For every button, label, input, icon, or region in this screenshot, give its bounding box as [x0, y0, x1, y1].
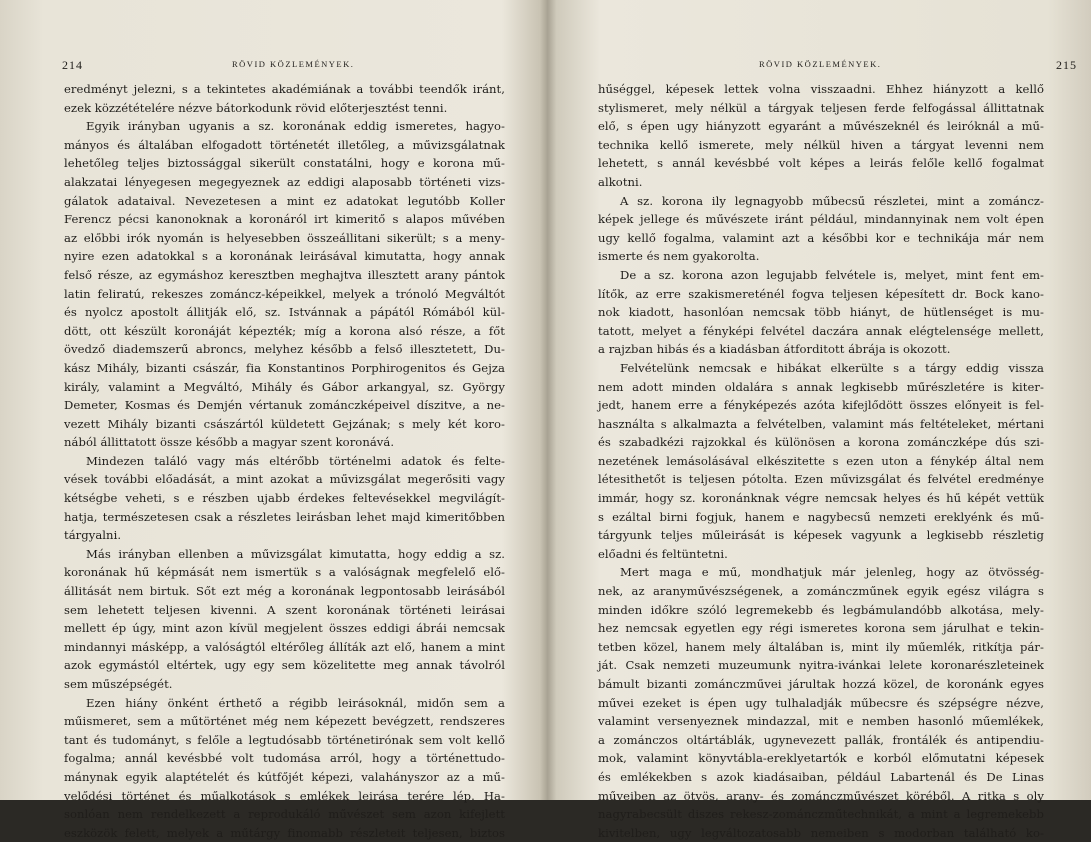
text-line: mok, valamint könyvtábla-ereklyetartók e korból előmutatni képesek	[598, 751, 1044, 766]
text-line: Más irányban ellenben a művizsgálat kimutatta, hogy eddig a sz.	[86, 546, 505, 561]
text-line: alakzatai lényegesen megegyeznek az eddigi alaposabb történeti vizs-	[64, 174, 505, 189]
text-line: lehetett, s annál kevésbbé volt képes a leirás felőle kellő fogalmat	[598, 156, 1044, 171]
text-line: azok egymástól eltértek, ugy egy sem közelitette meg annak távolról	[64, 658, 505, 673]
text-line: minden időkre szóló legremekebb és legbámulandóbb alkotása, mely-	[598, 602, 1044, 617]
text-line: nából állittatott össze később a magyar szent koronává.	[64, 435, 395, 450]
text-line: előadni és feltüntetni.	[598, 546, 728, 561]
text-line: állitását nem birtuk. Sőt ezt még a koronának legpontosabb leirásából	[64, 584, 505, 599]
text-line: nezetének lemásolásával elkészitette s ezen uton a fénykép által nem	[598, 453, 1044, 468]
text-line: jedt, hanem erre a fényképezés azóta kifejlődött összes előnyeit is fel-	[598, 398, 1044, 413]
text-line: műveiben az ötvös, arany- és zománczművészet köréből. A ritka s oly	[598, 788, 1044, 803]
text-line: a rajzban hibás és a kiadásban átforditott ábrája is okozott.	[598, 342, 951, 357]
page-number: 215	[1056, 58, 1077, 72]
text-line: felső része, az egymáshoz keresztben meghajtva illesztett arany pántok	[64, 267, 505, 282]
right-page	[548, 0, 1091, 840]
text-line: kivitelben, ugy legváltozatosabb nemeiben s modorban található ko-	[598, 825, 1044, 840]
left-page	[0, 0, 540, 840]
text-line: mellett ép úgy, mint azon kívül megjelent összes eddigi ábrái nemcsak	[64, 621, 505, 636]
right-page-body	[598, 80, 1044, 842]
text-line: velődési történet és műalkotások s emlékek leirása terére lép. Ha-	[64, 788, 505, 803]
text-line: Demeter, Kosmas és Demjén vértanuk zománczképeivel díszitve, a ne-	[64, 398, 505, 413]
text-line: ját. Csak nemzeti muzeumunk nyitra-ivánkai lelete koronarészleteinek	[598, 658, 1044, 673]
text-line: ismerte és nem gyakorolta.	[598, 249, 760, 264]
text-line: és emlékekben s azok kiadásaiban, például Labartenál és De Linas	[598, 769, 1044, 784]
text-line: Egyik irányban ugyanis a sz. koronának eddig ismeretes, hagyo-	[86, 119, 505, 134]
text-line: tatott, melyet a fényképi felvétel daczára annak elégtelensége mellett,	[598, 323, 1044, 338]
text-line: király, valamint a Megváltó, Mihály és Gábor arkangyal, sz. György	[64, 379, 505, 394]
text-line: övedző diademszerű abroncs, melyhez később a felső illesztetett, Du-	[64, 342, 505, 357]
text-line: mindannyi másképp, a valóságtól eltérőleg állíták azt elő, hanem a mint	[64, 639, 505, 654]
text-line: használta s alkalmazta a felvételben, valamint más feltételeket, mértani	[598, 416, 1044, 431]
text-line: stylismeret, mely nélkül a tárgyak teljesen ferde felfogással állittatnak	[598, 100, 1044, 115]
text-line: technika kellő ismerete, mely nélkül hiven a tárgyat levenni nem	[598, 137, 1044, 152]
text-line: alkotni.	[598, 174, 643, 189]
text-line: latin feliratú, rekeszes zománcz-képeikkel, melyek a trónoló Megváltót	[64, 286, 505, 301]
page-number: 214	[62, 58, 83, 72]
text-line: mányos és általában elfogadott történetét illetőleg, a művizsgálatnak	[64, 137, 505, 152]
text-line: A sz. korona ily legnagyobb műbecsű részletei, mint a zománcz-	[620, 193, 1044, 208]
text-line: ezek közzétételére nézve bátorkodunk rövid előterjesztést tenni.	[64, 100, 448, 115]
text-line: s ezáltal birni fogjuk, hanem e nagybecsű nemzeti ereklyénk és mű-	[598, 509, 1044, 524]
text-line: Mert maga e mű, mondhatjuk már jelenleg, hogy az ötvösség-	[620, 565, 1044, 580]
text-line: fogalma; annál kevésbbé volt tudomása arról, hogy a történettudo-	[64, 751, 505, 766]
text-line: tetben közel, hanem mely általában is, mint ily műemlék, ritkítja pár-	[598, 639, 1044, 654]
text-line: kász Mihály, bizanti császár, fia Konstantinos Porphirogenitos és Gejza	[64, 360, 505, 375]
text-line: lehetőleg teljes biztossággal sikerült constatálni, hogy e korona mű-	[64, 156, 505, 171]
text-line: gálatok adataival. Nevezetesen a mint ez adatokat legutóbb Koller	[64, 193, 505, 208]
text-line: dött, ott készült koronáját képezték; míg a korona alsó része, a főt	[64, 323, 505, 338]
text-line: hatja, természetesen csak a részletes leirásban lehet majd kimeritőbben	[64, 509, 505, 524]
text-line: hez nemcsak egyetlen egy régi ismeretes korona sem járulhat e tekin-	[598, 621, 1044, 636]
running-head	[0, 58, 540, 74]
text-line: ugy kellő fogalma, valamint azt a későbbi kor e technikája már nem	[598, 230, 1044, 245]
text-line: elő, s épen ugy hiányzott egyaránt a művészeknél és leiróknál a mű-	[598, 119, 1044, 134]
text-line: eredményt jelezni, s a tekintetes akadémiának a további teendők iránt,	[64, 82, 505, 96]
text-line: Mindezen találó vagy más eltérőbb történelmi adatok és felte-	[86, 453, 505, 468]
text-line: létesithetőt is teljesen pótolta. Ezen művizsgálat és felvétel eredménye	[598, 472, 1044, 487]
text-line: tárgyunk teljes műleirását is képesek vagyunk a legkisebb részletig	[598, 528, 1044, 543]
text-line: nok kiadott, hasonlóan nemcsak több hiányt, de hütlenséget is mu-	[598, 305, 1044, 320]
text-line: Felvételünk nemcsak e hibákat elkerülte s a tárgy eddig vissza	[620, 360, 1044, 375]
text-line: Ezen hiány önként érthető a régibb leirásoknál, midőn sem a	[86, 695, 505, 710]
text-line: nem adott minden oldalára s annak legkisebb műrészletére is kiter-	[598, 379, 1044, 394]
text-line: és nyolcz apostolt állitják elő, sz. Istvánnak a pápától Rómából kül-	[64, 305, 505, 320]
running-head	[548, 58, 1091, 74]
text-line: sem lehetett teljesen kivenni. A szent koronának történeti leirásai	[64, 602, 505, 617]
text-line: és szabadkézi rajzokkal és különösen a korona zománczképe dús szi-	[598, 435, 1044, 450]
text-line: De a sz. korona azon legujabb felvétele is, melyet, mint fent em-	[620, 267, 1044, 282]
text-line: nyire ezen adatokkal s a koronának leirásával kimutatta, hogy annak	[64, 249, 505, 264]
text-line: művei ezeket is épen ugy tulhaladják műbecsre és szépségre nézve,	[598, 695, 1044, 710]
text-line: képek jellege és művészete iránt például, mindannyinak nem volt épen	[598, 212, 1044, 227]
text-line: nek, az aranyművészségenek, a zománczműnek egyik egész világra s	[598, 584, 1044, 599]
text-line: eszközök felett, melyek a műtárgy finomabb részleteit teljesen, biztos	[64, 825, 505, 840]
text-line: a zománczos oltártáblák, ugynevezett pallák, frontálék és antipendiu-	[598, 732, 1044, 747]
text-line: koronának hű képmását nem ismertük s a valóságnak megfelelő elő-	[64, 565, 505, 580]
running-head-title: RÖVID KÖZLEMÉNYEK.	[232, 59, 355, 69]
text-line: lítők, az erre szakismereténél fogva teljesen képesített dr. Bock kano-	[598, 286, 1044, 301]
text-line: műismeret, sem a műtörténet még nem képezett bevégzett, rendszeres	[64, 714, 505, 729]
text-line: Ferencz pécsi kanonoknak a koronáról irt kimeritő s alapos művében	[64, 212, 505, 227]
text-line: az előbbi irók nyomán is helyesebben összeállitani sikerült; s a meny-	[64, 230, 505, 245]
text-line: mánynak egyik alaptételét és kútfőjét képezi, valahányszor az a mű-	[64, 769, 505, 784]
text-line: immár, hogy sz. koronánknak végre nemcsak helyes és hű képét vettük	[598, 491, 1044, 506]
text-line: vezett Mihály bizanti császártól küldetett Gejzának; s mely két koro-	[64, 416, 505, 431]
text-line: bámult bizanti zománczművei járultak hozzá közel, de koronánk egyes	[598, 677, 1044, 691]
running-head-title: RÖVID KÖZLEMÉNYEK.	[759, 59, 882, 69]
text-line: tárgyalni.	[64, 528, 122, 543]
text-line: hűséggel, képesek lettek volna visszaadni. Ehhez hiányzott a kellő	[598, 82, 1044, 96]
text-line: tant és tudományt, s felőle a legtudósabb történetirónak sem volt kellő	[64, 732, 505, 747]
text-line: vések további előadását, a mint azokat a művizsgálat megerősiti vagy	[64, 472, 505, 487]
text-line: sem műszépségét.	[64, 677, 173, 691]
text-line: valamint versenyeznek mindazzal, mit e nemben hasonló műemlékek,	[598, 714, 1044, 729]
text-line: sonlóan nem rendelkezett a reprodukáló művészet sem azon kifejlett	[64, 807, 505, 822]
text-line: kétségbe veheti, s e részben ujabb érdekes feltevésekkel megvilágít-	[64, 491, 505, 506]
left-page-body	[64, 80, 505, 842]
text-line: nagyrabecsült diszes rekesz-zománczműtechnikát, a mint a legremekebb	[598, 807, 1044, 822]
